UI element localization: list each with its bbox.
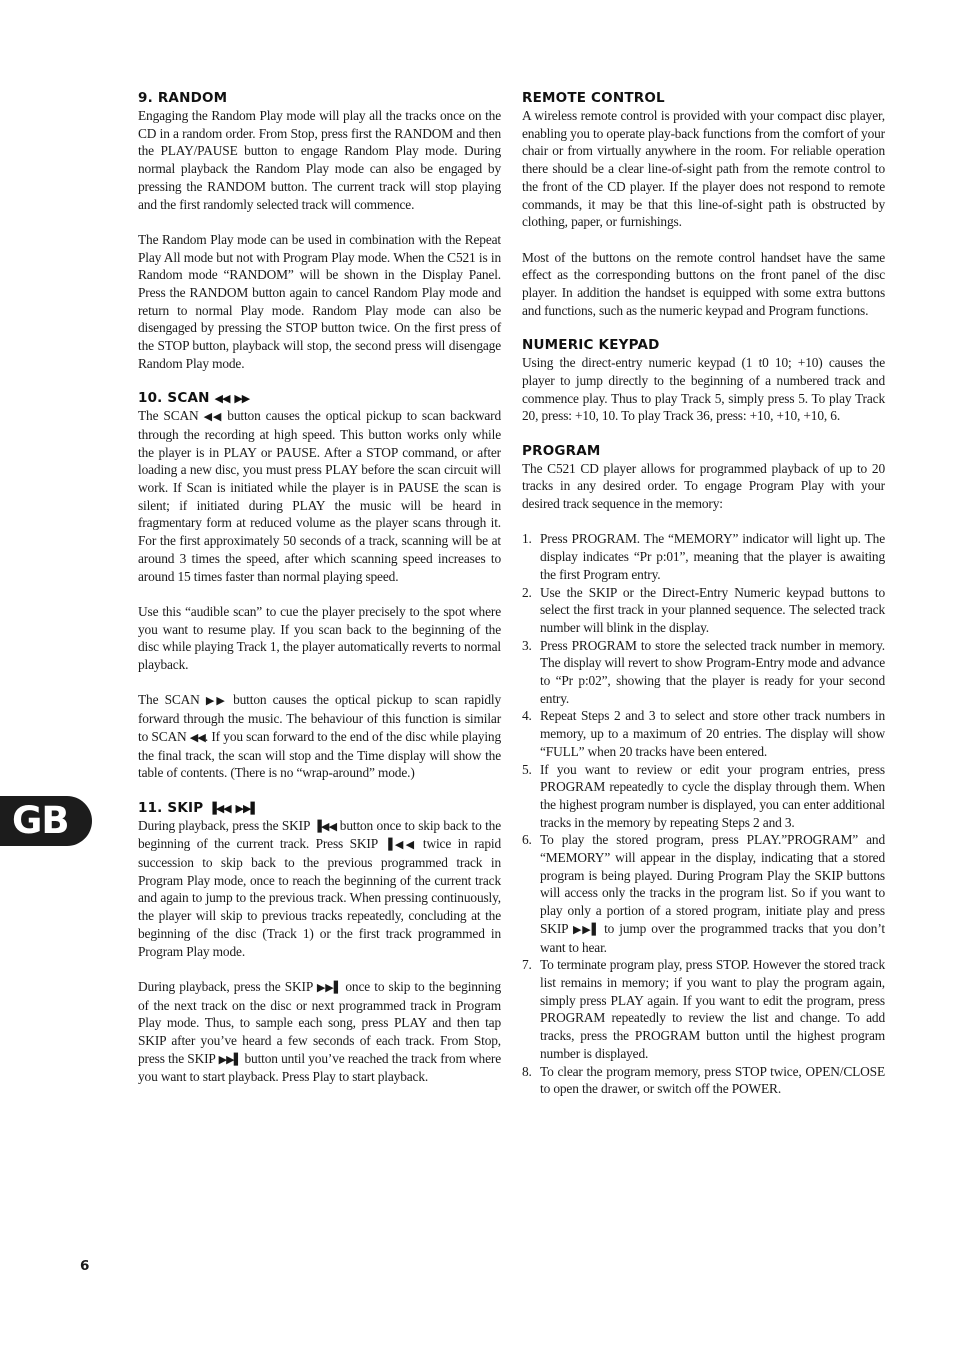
skip-forward-icon: ▶▶▌ [572, 922, 600, 936]
random-paragraph-2: The Random Play mode can be used in combination with the Repeat Play All mode but not with Program Play mode. When the C521 is in Random mode “RANDOM” will be shown in the Display Panel. Press the RANDOM button again to cancel Random Play mode and return to normal Play mode. Random Play mode can also be disengaged by pressing the STOP button twice. On the first press of the STOP button, playback will stop, the second press will disengage Random Play mode. [138, 231, 501, 371]
list-item: 4. Repeat Steps 2 and 3 to select and store other track numbers in memory, up to a maximum of 20 entries. The display will show “FULL” when 20 tracks have been entered. [522, 708, 885, 759]
scan-paragraph-2: Use this “audible scan” to cue the player precisely to the spot where you want to resume play. If you scan back to the beginning of the disc while playing Track 1, the player automatically reverts to normal playback. [138, 603, 501, 673]
remote-paragraph-1: A wireless remote control is provided with your compact disc player, enabling you to operate play-back functions from the comfort of your chair or from virtually anywhere in the room. For reliable operation there should be a clear line-of-sight path from the remote control to the front of the CD player. If the player does not respond to remote commands, it may be that this line-of-sight path is obstructed by clothing, paper, or furnishings. [522, 108, 885, 230]
skip-forward-icon: ▶▶▌ [316, 980, 342, 994]
skip-forward-icon: ▶▶▌ [235, 801, 258, 815]
scan-paragraph-1: The SCAN ◀◀ button causes the optical pickup to scan backward through the recording at high speed. This button works only while the player is in PLAY or PAUSE. After a STOP command, or after loading a new disc, you must press PLAY before the scan circuit will work. If Scan is initiated while the player is in PAUSE the scan is silent; if initiated during PLAY the music will be heard in fragmentary form at reduced volume as the player scans through it. For the first approximately 50 seconds of a track, scanning will be at around 3 times the speed, after which scanning speed increases to around 15 times faster than normal playing speed. [138, 408, 502, 584]
list-item: 1. Press PROGRAM. The “MEMORY” indicator will light up. The display indicates “Pr p:01”, meaning that the player is awaiting the first Program entry. [522, 531, 885, 582]
keypad-paragraph: Using the direct-entry numeric keypad (1 t0 10; +10) causes the player to jump directly to the beginning of a numbered track and commence play. Thus to play Track 5, simply press 5. To play Track 20, press: +10, 10. To play Track 36, press: +10, +10, +10, 6. [522, 355, 885, 424]
fast-forward-icon: ▶▶ [205, 694, 227, 708]
program-steps-list [522, 530, 885, 1098]
numeric-keypad-heading: NUMERIC KEYPAD [522, 337, 660, 354]
program-heading: PROGRAM [522, 442, 601, 459]
skip-heading: 11. SKIP ▐◀◀ ▶▶▌ [138, 799, 258, 816]
rewind-icon: ◀◀ [214, 392, 230, 406]
skip-back-icon: ▐◀◀ [313, 819, 337, 833]
remote-control-heading: REMOTE CONTROL [522, 90, 665, 106]
list-item: 6. To play the stored program, press PLAY.”PROGRAM” and “MEMORY” will appear in the display, indicating that a stored program is being played. During Program Play the SKIP buttons will access only the tracks in the program list. So if you want to play only a portion of a stored program, initiate play and press SKIP ▶▶▌ to jump over the programmed tracks that you don’t want to hear. [522, 832, 885, 955]
rewind-icon: ◀◀ [189, 730, 205, 744]
skip-paragraph-1: During playback, press the SKIP ▐◀◀ button once to skip back to the beginning of the current track. Press SKIP ▐◀◀ twice in rapid succession to skip back to the previous programmed track in Program Play mode, once to reach the beginning of the current track and again to jump to the previous track. When pressing continuously, the player will skip to previous tracks repeatedly, concluding at the beginning of the disc (Track 1) or the first track programmed in Program Play mode. [138, 817, 502, 959]
list-item: 5. If you want to review or edit your program entries, press PROGRAM repeatedly to cycle the display through them. When the highest program number is displayed, you can enter additional tracks in the memory by repeating Steps 2 and 3. [522, 761, 885, 830]
random-paragraph-1: Engaging the Random Play mode will play all the tracks once on the CD in a random order. From Stop, press first the RANDOM and then the PLAY/PAUSE button to engage Random Play mode. During normal playback the Random Play mode can also be engaged by pressing the RANDOM button. The current track will stop playing and the first randomly selected track will commence. [138, 108, 501, 212]
remote-paragraph-2: Most of the buttons on the remote control handset have the same effect as the corresponding buttons on the front panel of the disc player. In addition the handset is equipped with some extra buttons and functions, such as the numeric keypad and Program functions. [522, 249, 885, 318]
page-number: 6 [80, 1258, 90, 1274]
scan-heading: 10. SCAN ◀◀ ▶▶ [138, 390, 250, 407]
scan-paragraph-3: The SCAN ▶▶ button causes the optical pickup to scan rapidly forward through the music. The behaviour of this function is similar to SCAN ◀◀. If you scan forward to the end of the disc while playing the final track, the scan will stop and the Time display will show the table of contents. (There is no “wrap-around” mode.) [138, 692, 501, 781]
list-item: 3. Press PROGRAM to store the selected track number in memory. The display will revert to show Program-Entry mode and advance to “Pr p:02”, showing that the player is ready for your second entry. [522, 637, 885, 706]
skip-paragraph-2: During playback, press the SKIP ▶▶▌ once to skip to the beginning of the next track on the disc or next programmed track in Program Play mode. Thus, to sample each song, press PLAY and then tap SKIP after you’ve heard a few seconds of each track. From Stop, press the SKIP ▶▶▌ button until you’ve reached the track from where you want to start playback. Press Play to start playback. [138, 978, 502, 1085]
right-column [522, 90, 885, 1098]
program-paragraph: The C521 CD player allows for programmed playback of up to 20 tracks in any desired order. To engage Program Play with your desired track sequence in the memory: [522, 460, 885, 512]
list-item: 8. To clear the program memory, press STOP twice, OPEN/CLOSE to open the drawer, or switch off the POWER. [522, 1063, 885, 1097]
left-column [138, 90, 501, 1086]
list-item: 7. To terminate program play, press STOP. However the stored track list remains in memory; if you want to play the program again, simply press PLAY again. If you want to edit the program, press PROGRAM repeatedly to review the list and change. To add tracks, press the PROGRAM button until the highest program number is displayed. [522, 957, 885, 1061]
language-tab: GB [0, 796, 92, 846]
rewind-icon: ◀◀ [203, 410, 223, 424]
fast-forward-icon: ▶▶ [234, 392, 250, 406]
list-item: 2. Use the SKIP or the Direct-Entry Numeric keypad buttons to select the first track in your planned sequence. The selected track number will blink in the display. [522, 584, 885, 635]
skip-back-icon: ▐◀◀ [208, 801, 231, 815]
skip-back-icon: ▐◀◀ [384, 838, 417, 852]
skip-forward-icon: ▶▶▌ [218, 1052, 242, 1066]
random-heading: 9. RANDOM [138, 90, 228, 106]
